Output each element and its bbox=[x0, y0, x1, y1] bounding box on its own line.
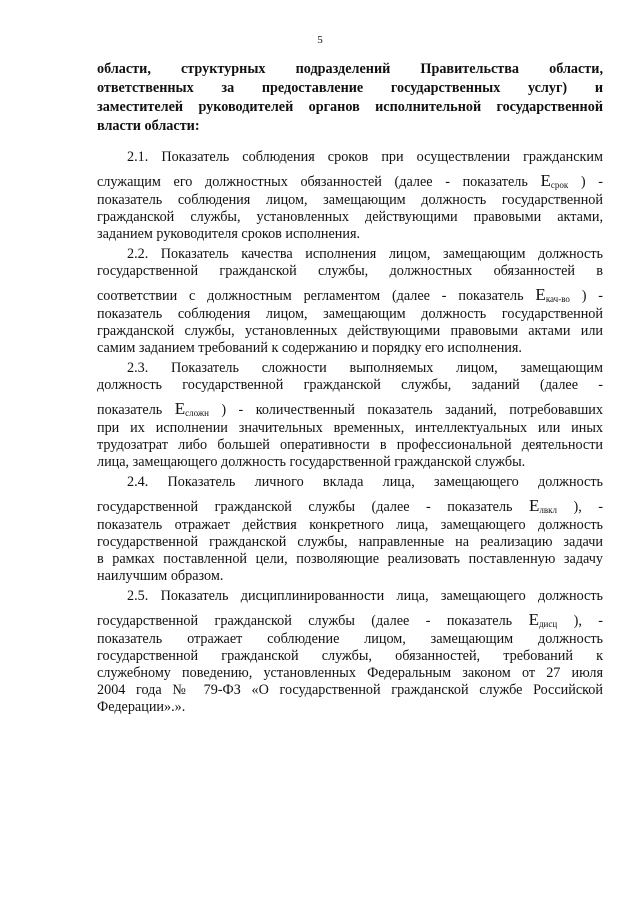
section-heading bbox=[97, 60, 603, 136]
indicator-subscript: лвкл bbox=[539, 505, 558, 515]
paragraph-2-4 bbox=[97, 474, 603, 585]
line-text: ), - bbox=[557, 499, 603, 515]
heading-line: заместителей руководителей органов исполнительной государственной bbox=[97, 99, 603, 115]
paragraph-line: гражданской службы, установленных действующими правовыми актами или bbox=[97, 323, 603, 339]
paragraph-line-with-indicator bbox=[97, 280, 603, 306]
paragraph-2-1 bbox=[97, 149, 603, 243]
paragraph-line: 2.3. Показатель сложности выполняемых лицом, замещающим bbox=[127, 360, 603, 376]
paragraph-line: в рамках поставленной цели, позволяющие реализовать поставленную задачу bbox=[97, 551, 603, 567]
paragraph-2-5 bbox=[97, 588, 603, 716]
paragraph-line: 2.1. Показатель соблюдения сроков при осуществлении гражданским bbox=[127, 149, 603, 165]
line-text: соответствии с должностным регламентом (далее - показатель bbox=[97, 288, 536, 304]
paragraph-line: показатель соблюдения лицом, замещающим должность государственной bbox=[97, 192, 603, 208]
paragraph-line: лица, замещающего должность государственной гражданской службы. bbox=[97, 454, 526, 470]
paragraph-line: самим заданием требований к содержанию и порядку его исполнения. bbox=[97, 340, 522, 356]
line-text: ) - bbox=[569, 288, 603, 304]
indicator-symbol: Е bbox=[540, 171, 551, 190]
paragraph-line: государственной гражданской службы, направленные на реализацию задачи bbox=[97, 534, 603, 550]
paragraph-line-with-indicator bbox=[97, 491, 603, 517]
paragraph-line: государственной гражданской службы, должностных обязанностей в bbox=[97, 263, 603, 279]
indicator-subscript: кач-во bbox=[545, 294, 570, 304]
heading-line: области, структурных подразделений Правительства области, bbox=[97, 61, 603, 77]
line-text: служащим его должностных обязанностей (далее - показатель bbox=[97, 174, 541, 190]
paragraph-line: 2.5. Показатель дисциплинированности лица, замещающего должность bbox=[127, 588, 603, 604]
paragraph-line-with-indicator bbox=[97, 605, 603, 631]
page-number: 5 bbox=[317, 34, 323, 46]
line-text: государственной гражданской службы (далее - показатель bbox=[97, 499, 530, 515]
line-text: ) - bbox=[568, 174, 603, 190]
paragraph-2-3 bbox=[97, 360, 603, 471]
paragraph-line: наилучшим образом. bbox=[97, 568, 224, 584]
heading-line: ответственных за предоставление государственных услуг) и bbox=[97, 80, 603, 96]
indicator-symbol: Е bbox=[529, 496, 540, 515]
indicator-subscript: срок bbox=[550, 180, 569, 190]
paragraph-line: должность государственной гражданской службы, заданий (далее - bbox=[97, 377, 603, 393]
paragraph-line: показатель отражает соблюдение лицом, замещающим должность bbox=[97, 631, 603, 647]
paragraph-2-2 bbox=[97, 246, 603, 357]
paragraph-line: заданием руководителя сроков исполнения. bbox=[97, 226, 361, 242]
paragraph-line: 2.4. Показатель личного вклада лица, замещающего должность bbox=[127, 474, 603, 490]
paragraph-line-with-indicator bbox=[97, 166, 603, 192]
paragraph-line: гражданской службы, установленных действующими правовыми актами, bbox=[97, 209, 603, 225]
indicator-subscript: дисц bbox=[538, 619, 558, 629]
paragraph-line: показатель соблюдения лицом, замещающим должность государственной bbox=[97, 306, 603, 322]
line-text: ) - количественный показатель заданий, потребовавших bbox=[208, 402, 603, 418]
indicator-symbol: Е bbox=[535, 285, 546, 304]
indicator-symbol: Е bbox=[528, 610, 539, 629]
line-text: государственной гражданской службы (далее - показатель bbox=[97, 613, 529, 629]
paragraph-line: трудозатрат либо большей оперативности в профессиональной деятельности bbox=[97, 437, 603, 453]
heading-line: власти области: bbox=[97, 118, 200, 134]
paragraph-line-with-indicator bbox=[97, 394, 603, 420]
paragraph-line: при их исполнении значительных временных, интеллектуальных или иных bbox=[97, 420, 603, 436]
indicator-symbol: Е bbox=[174, 399, 186, 418]
indicator-subscript: сложн bbox=[185, 408, 209, 418]
paragraph-line: показатель отражает действия конкретного лица, замещающего должность bbox=[97, 517, 603, 533]
paragraph-line: 2004 года № 79-ФЗ «О государственной гражданской службе Российской bbox=[97, 682, 603, 698]
line-text: ), - bbox=[557, 613, 604, 629]
paragraph-line: Федерации».». bbox=[97, 699, 186, 715]
paragraph-line: 2.2. Показатель качества исполнения лицом, замещающим должность bbox=[127, 246, 603, 262]
paragraph-line: служебному поведению, установленных Федеральным законом от 27 июля bbox=[97, 665, 603, 681]
paragraph-line: государственной гражданской службы, обязанностей, требований к bbox=[97, 648, 603, 664]
line-text: показатель bbox=[97, 402, 175, 418]
